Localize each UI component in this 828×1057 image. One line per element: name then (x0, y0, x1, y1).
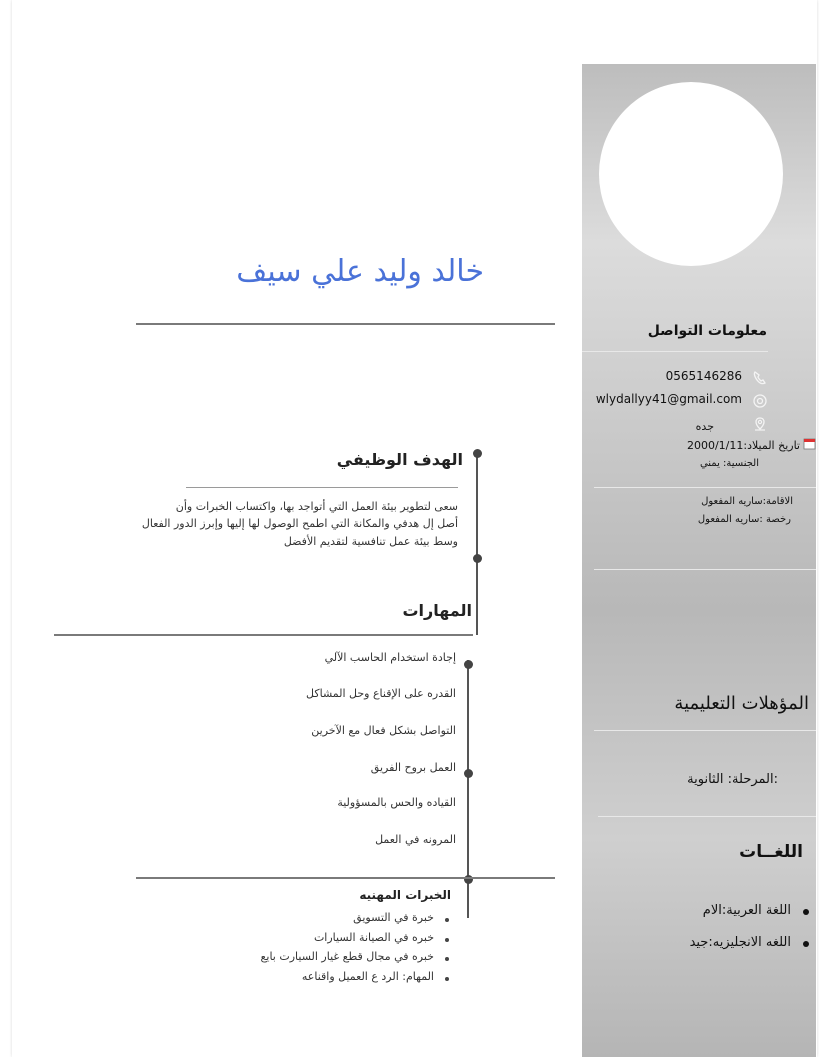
calendar-icon (803, 437, 816, 450)
skill-item: القدره على الإقناع وحل المشاكل (306, 687, 456, 700)
city: جده (695, 420, 714, 433)
skill-item: إجادة استخدام الحاسب الآلي (324, 651, 456, 664)
language-bullet (803, 941, 809, 947)
experience-item: المهام: الرد ع العميل واقناعه (301, 970, 434, 983)
birth-date: تاريخ الميلاد:2000/1/11 (686, 439, 800, 452)
language-english: اللغه الانجليزيه:جيد (689, 935, 791, 950)
residence: الاقامة:ساريه المفعول (701, 496, 793, 507)
skill-item: القياده والحس بالمسؤولية (337, 796, 456, 809)
timeline-dot (473, 449, 482, 458)
experience-bullet (445, 938, 449, 942)
location-icon (752, 416, 768, 432)
experience-item: خبرة في التسويق (353, 911, 434, 924)
driving-license: رخصة :ساريه المفعول (697, 514, 791, 525)
objective-title: الهدف الوظيفي (336, 450, 463, 469)
email-address: wlydallyy41@gmail.com (595, 392, 742, 406)
skill-item: العمل بروح الفريق (370, 761, 456, 774)
language-bullet (803, 909, 809, 915)
timeline-line-top (476, 453, 478, 635)
education-divider (594, 730, 816, 731)
timeline-dot (473, 554, 482, 563)
name-divider (136, 323, 555, 325)
objective-line-1: سعى لتطوير بيئة العمل التي أتواجد بها، واكتساب الخبرات وأن (175, 500, 458, 513)
full-name: خالد وليد علي سيف (236, 254, 484, 289)
experience-item: خبره في الصيانة السيارات (313, 931, 434, 944)
skill-item: التواصل بشكل فعال مع الآخرين (311, 724, 456, 737)
experience-title: الخبرات المهنيه (359, 888, 451, 902)
experience-bullet (445, 977, 449, 981)
timeline-dot (464, 769, 473, 778)
phone-number: 0565146286 (665, 369, 742, 383)
languages-divider-top (598, 816, 816, 817)
contact-divider-2 (594, 487, 816, 488)
nationality: الجنسية: يمني (699, 458, 759, 469)
education-stage: :المرحلة: الثانوية (687, 772, 778, 787)
education-title: المؤهلات التعليمية (674, 693, 809, 714)
phone-icon (752, 370, 768, 386)
contact-title: معلومات التواصل (647, 323, 767, 339)
experience-bullet (445, 957, 449, 961)
contact-divider (582, 351, 768, 352)
skill-item: المرونه في العمل (375, 833, 456, 846)
email-icon (752, 393, 768, 409)
experience-divider (136, 877, 555, 879)
profile-photo (599, 82, 783, 266)
contact-divider-3 (594, 569, 816, 570)
objective-divider (186, 487, 458, 488)
objective-line-2: أصل إل هدفي والمكانة التي اطمح الوصول لها إليها وإبرز الدور الفعال (141, 517, 458, 530)
timeline-dot (464, 660, 473, 669)
objective-line-3: وسط بيئة عمل تنافسية لتقديم الأفضل (283, 535, 458, 548)
language-arabic: اللغة العربية:الام (702, 903, 791, 918)
experience-item: خبره في مجال قطع غيار السيارت بايع (260, 950, 434, 963)
skills-title: المهارات (402, 601, 472, 620)
skills-divider (54, 634, 473, 636)
languages-title: اللغــات (739, 842, 803, 862)
experience-bullet (445, 918, 449, 922)
